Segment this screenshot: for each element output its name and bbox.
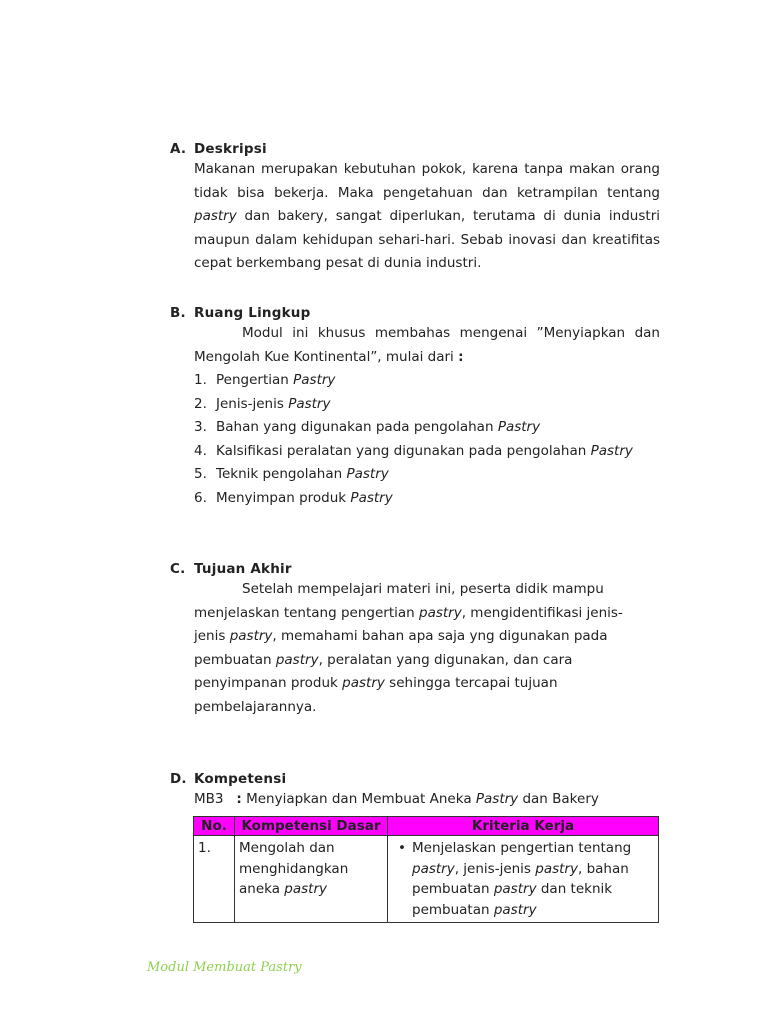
text-run: Modul ini khusus membahas mengenai ”Menyiapkan dan Mengolah Kue Kontinental”, mulai dari xyxy=(194,325,660,365)
italic-term: pastry xyxy=(229,628,273,644)
section-title: Deskripsi xyxy=(194,141,267,157)
italic-term: Pastry xyxy=(293,372,336,388)
table-row xyxy=(194,836,659,923)
list-number: 4. xyxy=(194,442,207,459)
text-run: , peralatan yang digunakan, dan cara penyimpanan produk xyxy=(194,651,573,691)
text-run: , mengidentifikasi jenis-jenis xyxy=(194,604,623,644)
italic-term: Pastry xyxy=(288,395,331,412)
text-run: dan teknik pembuatan xyxy=(412,881,613,918)
list-number: 3. xyxy=(194,419,207,435)
list-text: Pengertian xyxy=(216,372,294,388)
list-item xyxy=(194,487,660,511)
section-letter: D. xyxy=(170,771,187,787)
list-text: Menyimpan produk xyxy=(216,489,351,506)
section-letter: B. xyxy=(170,305,186,321)
deskripsi-paragraph xyxy=(170,158,660,276)
mb-line xyxy=(170,788,660,812)
italic-term: Pastry xyxy=(350,489,393,506)
list-item xyxy=(194,440,660,464)
text-run: , jenis-jenis xyxy=(454,860,536,877)
italic-term: pastry xyxy=(493,881,537,897)
section-deskripsi xyxy=(170,141,660,276)
text-run: dan bakery, sangat diperlukan, terutama di dunia industri maupun dalam kehidupan sehari-hari. Sebab inovasi dan kreatifitas cepat berkembang pesat di dunia industri. xyxy=(194,208,660,271)
list-number: 5. xyxy=(194,466,207,482)
list-text: Teknik pengolahan xyxy=(216,466,347,482)
section-ruang-lingkup xyxy=(170,305,660,510)
italic-term: pastry xyxy=(275,651,319,668)
list-text: Kalsifikasi peralatan yang digunakan pada pengolahan xyxy=(216,442,591,459)
kompetensi-table xyxy=(193,816,659,923)
section-heading xyxy=(170,771,660,787)
section-tujuan-akhir xyxy=(170,561,660,719)
text-run: Setelah mempelajari materi ini, peserta didik mampu menjelaskan tentang pengertian xyxy=(194,581,604,621)
cell-no: 1. xyxy=(194,836,235,923)
text-run: , bahan pembuatan xyxy=(412,860,629,897)
list-item xyxy=(194,416,660,440)
section-heading xyxy=(170,561,660,577)
list-text: Bahan yang digunakan pada pengolahan xyxy=(216,419,498,435)
header-no: No. xyxy=(194,817,235,836)
italic-term: Pastry xyxy=(346,466,389,482)
list-item xyxy=(194,393,660,417)
header-kriteria-kerja: Kriteria Kerja xyxy=(388,817,659,836)
cell-kriteria xyxy=(388,836,659,923)
bullet-text xyxy=(412,838,654,920)
text-run: Menyiapkan dan Membuat Aneka xyxy=(241,791,476,807)
italic-term: Pastry xyxy=(497,419,541,435)
list-number: 6. xyxy=(194,489,207,506)
header-kompetensi-dasar: Kompetensi Dasar xyxy=(235,817,388,836)
italic-term: pastry xyxy=(284,881,327,897)
section-letter: A. xyxy=(170,141,187,157)
italic-term: pastry xyxy=(194,208,237,224)
bold-colon: : xyxy=(458,348,464,365)
mb-separator: : xyxy=(236,791,242,807)
section-title: Ruang Lingkup xyxy=(194,305,311,321)
section-title: Kompetensi xyxy=(194,771,287,787)
text-run: dan Bakery xyxy=(518,791,599,807)
list-item xyxy=(194,369,660,393)
italic-term: pastry xyxy=(342,675,385,691)
text-run: sehingga tercapai tujuan pembelajarannya. xyxy=(194,675,558,715)
section-heading xyxy=(170,305,660,321)
italic-term: Pastry xyxy=(475,791,519,807)
tujuan-paragraph xyxy=(170,578,660,719)
italic-term: pastry xyxy=(493,901,537,918)
text-run: , memahami bahan apa saja yng digunakan pada pembuatan xyxy=(194,628,608,668)
text-run: Menjelaskan pengertian tentang xyxy=(412,840,632,856)
section-letter: C. xyxy=(170,561,186,577)
italic-term: pastry xyxy=(535,860,578,877)
text-run: Mengolah dan menghidangkan aneka xyxy=(239,840,349,897)
section-kompetensi xyxy=(170,771,660,812)
text-run: Makanan merupakan kebutuhan pokok, karena tanpa makan orang tidak bisa bekerja. Maka pengetahuan dan ketrampilan tentang xyxy=(194,161,660,201)
list-text: Jenis-jenis xyxy=(216,395,289,412)
italic-term: Pastry xyxy=(590,442,633,459)
bullet-item xyxy=(392,838,654,920)
list-number: 2. xyxy=(194,395,207,412)
table-header-row xyxy=(194,817,659,836)
page-footer: Modul Membuat Pastry xyxy=(147,960,302,975)
italic-term: pastry xyxy=(419,604,462,621)
cell-kompetensi xyxy=(235,836,388,923)
bullet-glyph: • xyxy=(398,840,406,856)
list-number: 1. xyxy=(194,372,207,388)
mb-code: MB3 xyxy=(194,791,224,807)
list-item xyxy=(194,463,660,487)
italic-term: pastry xyxy=(412,860,455,877)
section-heading xyxy=(170,141,660,157)
ruang-lingkup-list xyxy=(170,369,660,510)
ruang-lingkup-intro xyxy=(170,322,660,369)
section-title: Tujuan Akhir xyxy=(194,561,292,577)
